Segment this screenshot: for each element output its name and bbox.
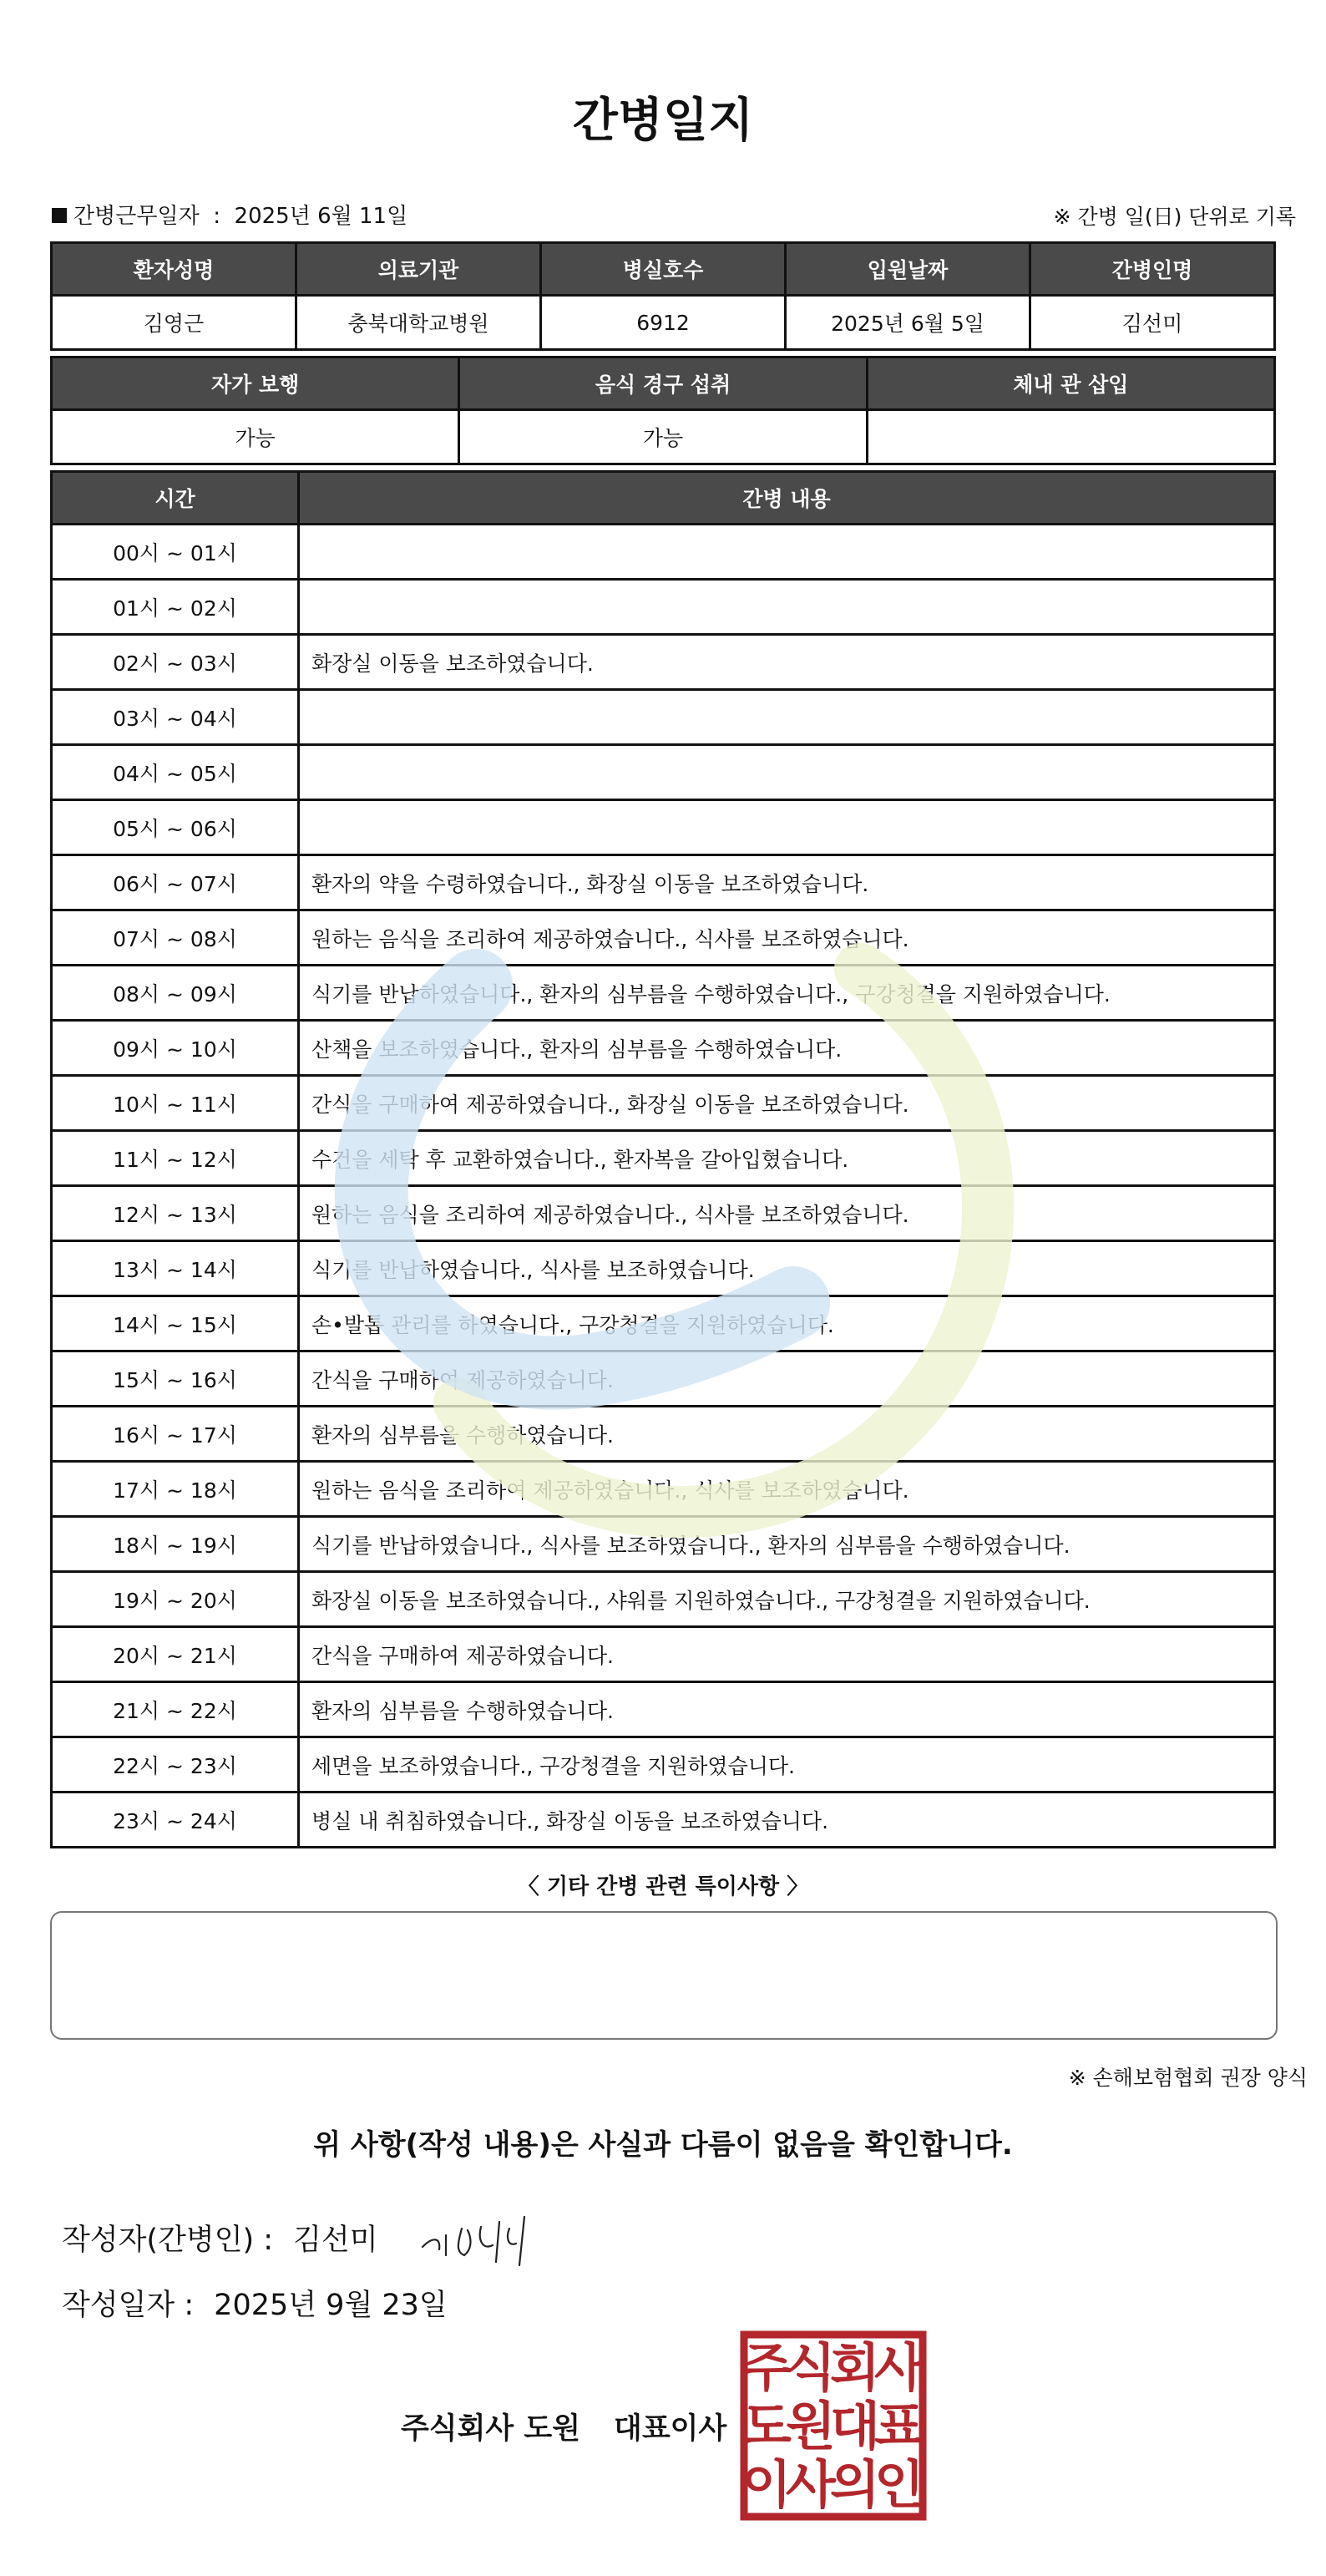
- writer-line: [62, 2217, 378, 2259]
- log-row: [52, 910, 1275, 966]
- room-number: 6912: [541, 296, 786, 350]
- log-row: [52, 1076, 1275, 1131]
- log-row: [52, 1517, 1275, 1572]
- log-time: 09시 ~ 10시: [52, 1021, 299, 1076]
- log-content: 간식을 구매하여 제공하였습니다.: [299, 1351, 1275, 1407]
- log-time: 21시 ~ 22시: [52, 1682, 299, 1737]
- handwritten-signature: [416, 2203, 549, 2270]
- log-content: [299, 745, 1275, 800]
- log-content: [299, 580, 1275, 635]
- log-content: 환자의 심부름을 수행하였습니다.: [299, 1682, 1275, 1737]
- log-content: 화장실 이동을 보조하였습니다., 샤워를 지원하였습니다., 구강청결을 지원하였습니다.: [299, 1572, 1275, 1627]
- log-content: 산책을 보조하였습니다., 환자의 심부름을 수행하였습니다.: [299, 1021, 1275, 1076]
- log-time: 19시 ~ 20시: [52, 1572, 299, 1627]
- header-hospital: 의료기관: [296, 243, 541, 296]
- log-content: 식기를 반납하였습니다., 환자의 심부름을 수행하였습니다., 구강청결을 지원하였습니다.: [299, 966, 1275, 1021]
- log-time: 08시 ~ 09시: [52, 966, 299, 1021]
- header-care-content: 간병 내용: [299, 472, 1275, 525]
- log-content: 원하는 음식을 조리하여 제공하였습니다., 식사를 보조하였습니다.: [299, 1462, 1275, 1517]
- log-row: [52, 1682, 1275, 1737]
- log-content: 환자의 약을 수령하였습니다., 화장실 이동을 보조하였습니다.: [299, 855, 1275, 910]
- log-row: [52, 1186, 1275, 1241]
- seal-character: 대: [830, 2396, 880, 2457]
- hospital: 충북대학교병원: [296, 296, 541, 350]
- ability-table: [50, 356, 1276, 465]
- log-time: 23시 ~ 24시: [52, 1793, 299, 1848]
- log-row: [52, 1793, 1275, 1848]
- seal-character: 회: [830, 2337, 880, 2398]
- seal-character: 원: [786, 2396, 836, 2457]
- log-row: [52, 800, 1275, 855]
- seal-character: 주: [741, 2337, 792, 2398]
- log-time: 22시 ~ 23시: [52, 1737, 299, 1793]
- confirm-statement: 위 사항(작성 내용)은 사실과 다름이 없음을 확인합니다.: [313, 2128, 1013, 2162]
- company-name: 주식회사 도원: [401, 2412, 581, 2446]
- log-row: [52, 1241, 1275, 1296]
- header-admission-date: 입원날짜: [786, 243, 1030, 296]
- log-time: 10시 ~ 11시: [52, 1076, 299, 1131]
- written-date-label: 작성일자 :: [62, 2289, 195, 2322]
- log-row: [52, 1572, 1275, 1627]
- log-row: [52, 966, 1275, 1021]
- written-date-value: 2025년 9월 23일: [214, 2289, 448, 2322]
- log-content: 원하는 음식을 조리하여 제공하였습니다., 식사를 보조하였습니다.: [299, 1186, 1275, 1241]
- header-tube-insertion: 체내 관 삽입: [867, 357, 1274, 410]
- square-bullet-icon: [52, 208, 67, 223]
- log-time: 15시 ~ 16시: [52, 1351, 299, 1407]
- log-row: [52, 1462, 1275, 1517]
- seal-character: 사: [786, 2454, 836, 2515]
- tube-insertion: [867, 410, 1274, 464]
- unit-note: ※ 간병 일(日) 단위로 기록: [1053, 205, 1296, 229]
- writer-name: 김선미: [293, 2224, 378, 2257]
- log-content: 식기를 반납하였습니다., 식사를 보조하였습니다.: [299, 1241, 1275, 1296]
- care-date-value: 2025년 6월 11일: [234, 204, 408, 229]
- log-time: 12시 ~ 13시: [52, 1186, 299, 1241]
- header-time: 시간: [52, 472, 299, 525]
- oral-intake: 가능: [459, 410, 867, 464]
- log-row: [52, 1407, 1275, 1462]
- log-content: 식기를 반납하였습니다., 식사를 보조하였습니다., 환자의 심부름을 수행하였습니다.: [299, 1517, 1275, 1572]
- company-line: [401, 2406, 726, 2447]
- log-row: [52, 1351, 1275, 1407]
- log-content: [299, 690, 1275, 745]
- log-time: 00시 ~ 01시: [52, 525, 299, 580]
- care-date-separator: :: [213, 204, 220, 229]
- log-time: 03시 ~ 04시: [52, 690, 299, 745]
- seal-character: 표: [874, 2396, 924, 2457]
- self-walking: 가능: [52, 410, 459, 464]
- log-row: [52, 855, 1275, 910]
- admission-date: 2025년 6월 5일: [786, 296, 1030, 350]
- care-log-table: [50, 470, 1276, 1848]
- document-title: 간병일지: [572, 94, 754, 148]
- log-time: 14시 ~ 15시: [52, 1296, 299, 1351]
- log-row: [52, 745, 1275, 800]
- log-row: [52, 580, 1275, 635]
- log-time: 04시 ~ 05시: [52, 745, 299, 800]
- log-content: 화장실 이동을 보조하였습니다.: [299, 635, 1275, 690]
- log-row: [52, 1737, 1275, 1793]
- company-seal-stamp: [740, 2330, 927, 2521]
- log-content: 손•발톱 관리를 하였습니다., 구강청결을 지원하였습니다.: [299, 1296, 1275, 1351]
- log-content: 환자의 심부름을 수행하였습니다.: [299, 1407, 1275, 1462]
- log-time: 16시 ~ 17시: [52, 1407, 299, 1462]
- seal-character: 인: [874, 2454, 924, 2515]
- patient-name: 김영근: [52, 296, 296, 350]
- log-time: 01시 ~ 02시: [52, 580, 299, 635]
- log-time: 06시 ~ 07시: [52, 855, 299, 910]
- seal-character: 사: [874, 2337, 924, 2398]
- log-row: [52, 1131, 1275, 1186]
- log-time: 18시 ~ 19시: [52, 1517, 299, 1572]
- log-row: [52, 525, 1275, 580]
- seal-character: 식: [786, 2337, 836, 2398]
- caregiver-name: 김선미: [1030, 296, 1275, 350]
- log-time: 11시 ~ 12시: [52, 1131, 299, 1186]
- log-content: 수건을 세탁 후 교환하였습니다., 환자복을 갈아입혔습니다.: [299, 1131, 1275, 1186]
- patient-info-table: [50, 241, 1276, 351]
- care-date: [52, 199, 407, 230]
- recommendation-note: ※ 손해보험협회 권장 양식: [1068, 2066, 1308, 2090]
- log-row: [52, 635, 1275, 690]
- log-content: 간식을 구매하여 제공하였습니다., 화장실 이동을 보조하였습니다.: [299, 1076, 1275, 1131]
- log-time: 05시 ~ 06시: [52, 800, 299, 855]
- care-date-label: 간병근무일자: [73, 204, 200, 229]
- header-self-walking: 자가 보행: [52, 357, 459, 410]
- etc-notes-box: [50, 1911, 1278, 2040]
- header-oral-intake: 음식 경구 섭취: [459, 357, 867, 410]
- log-content: [299, 800, 1275, 855]
- header-patient-name: 환자성명: [52, 243, 296, 296]
- writer-label: 작성자(간병인) :: [62, 2224, 274, 2257]
- log-time: 07시 ~ 08시: [52, 910, 299, 966]
- header-room-number: 병실호수: [541, 243, 786, 296]
- seal-character: 이: [741, 2454, 792, 2515]
- log-row: [52, 1296, 1275, 1351]
- log-row: [52, 690, 1275, 745]
- written-date-line: [62, 2282, 448, 2324]
- log-row: [52, 1021, 1275, 1076]
- seal-character: 도: [741, 2396, 792, 2457]
- header-caregiver-name: 간병인명: [1030, 243, 1275, 296]
- etc-title: 〈 기타 간병 관련 특이사항 〉: [517, 1874, 809, 1899]
- log-time: 13시 ~ 14시: [52, 1241, 299, 1296]
- log-row: [52, 1627, 1275, 1682]
- log-content: 간식을 구매하여 제공하였습니다.: [299, 1627, 1275, 1682]
- log-time: 17시 ~ 18시: [52, 1462, 299, 1517]
- ceo-label: 대표이사: [614, 2412, 727, 2446]
- log-time: 02시 ~ 03시: [52, 635, 299, 690]
- log-time: 20시 ~ 21시: [52, 1627, 299, 1682]
- log-content: 세면을 보조하였습니다., 구강청결을 지원하였습니다.: [299, 1737, 1275, 1793]
- log-content: 원하는 음식을 조리하여 제공하였습니다., 식사를 보조하였습니다.: [299, 910, 1275, 966]
- log-content: 병실 내 취침하였습니다., 화장실 이동을 보조하였습니다.: [299, 1793, 1275, 1848]
- seal-character: 의: [830, 2454, 880, 2515]
- log-content: [299, 525, 1275, 580]
